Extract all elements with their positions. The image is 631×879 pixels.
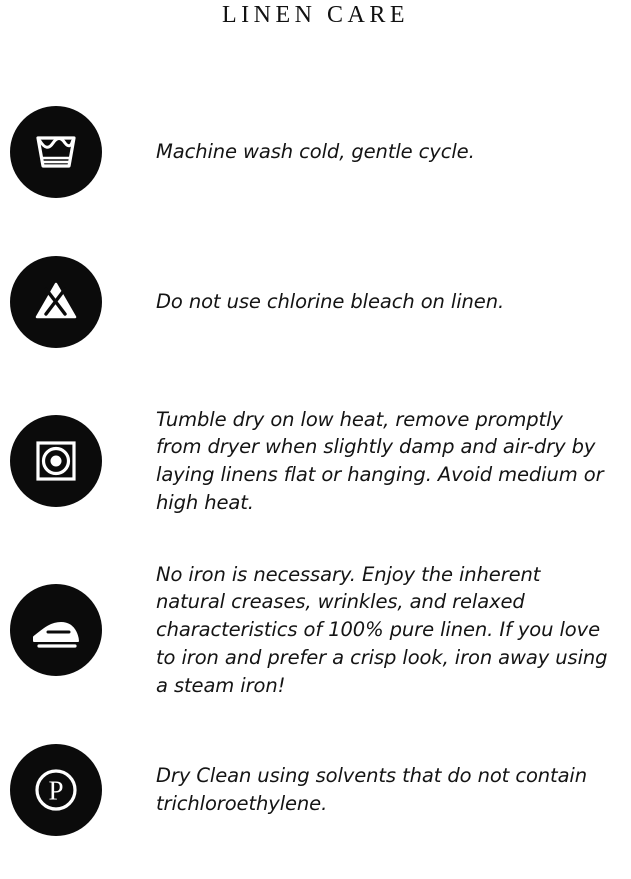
machine-wash-cold-icon: [10, 106, 102, 198]
tumble-dry-low-icon: [10, 415, 102, 507]
list-item: [0, 77, 631, 227]
list-item: [0, 545, 631, 715]
care-instruction-list: [0, 77, 631, 865]
icon-cell: [8, 584, 104, 676]
text-cell: [104, 762, 617, 817]
page-title: LINEN CARE: [222, 2, 409, 28]
dry-clean-p-icon: [10, 744, 102, 836]
care-instruction-text: Machine wash cold, gentle cycle.: [156, 140, 475, 164]
icon-cell: [8, 415, 104, 507]
care-instruction-text: Dry Clean using solvents that do not contain trichloroethylene.: [156, 764, 588, 815]
text-cell: [104, 561, 617, 699]
icon-cell: [8, 106, 104, 198]
care-instruction-text: No iron is necessary. Enjoy the inherent natural creases, wrinkles, and relaxed characteristics of 100% pure linen. If you love to iron and prefer a crisp look, iron away using a steam iron!: [156, 562, 608, 697]
text-cell: [104, 288, 617, 316]
list-item: [0, 715, 631, 865]
care-instruction-text: Tumble dry on low heat, remove promptly from dryer when slightly damp and air-dry by laying linens flat or hanging. Avoid medium or high heat.: [156, 407, 604, 514]
iron-icon: [10, 584, 102, 676]
list-item: [0, 227, 631, 377]
svg-text:P: P: [48, 775, 64, 806]
text-cell: [104, 138, 617, 166]
list-item: [0, 377, 631, 545]
do-not-bleach-icon: [10, 256, 102, 348]
icon-cell: [8, 256, 104, 348]
text-cell: [104, 406, 617, 517]
icon-cell: [8, 744, 104, 836]
care-instruction-text: Do not use chlorine bleach on linen.: [156, 290, 505, 314]
